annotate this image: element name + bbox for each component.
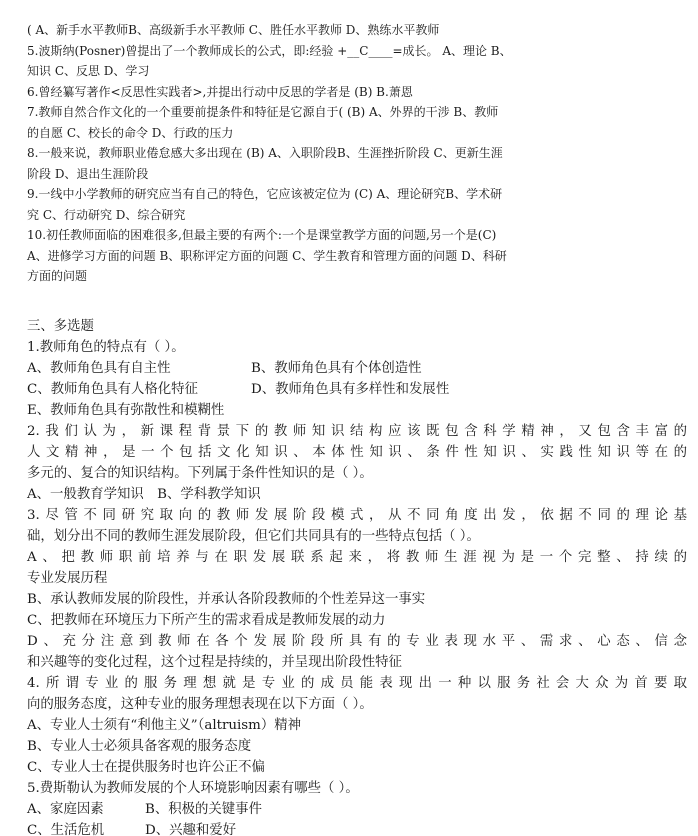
text-line: 9.一线中小学教师的研究应当有自己的特色，它应该被定位为 (C) A、理论研究B、学术研 xyxy=(27,187,503,201)
text-line: 8.一般来说，教师职业倦怠感大多出现在 (B) A、入职阶段B、生涯挫折阶段 C、更新生涯 xyxy=(27,146,503,160)
question-1-options-ab xyxy=(27,358,687,379)
text-line: 7.教师自然合作文化的一个重要前提条件和特征是它源自于( (B) A、外界的干涉 B、教师 xyxy=(27,105,499,119)
text-line: 6.曾经纂写著作<反思性实践者>,并提出行动中反思的学者是 (B) B.萧恩 xyxy=(27,84,413,99)
option-c: C、把教师在环境压力下所产生的需求看成是教师发展的动力 xyxy=(27,613,386,628)
option-a: A、把教师职前培养与在职发展联系起来，将教师生涯视为是一个完整、持续的 xyxy=(27,550,687,565)
question-1-stem: 1.教师角色的特点有（ ）。 xyxy=(27,340,185,355)
question-5-stem: 5.费斯勒认为教师发展的个人环境影响因素有哪些（ ）。 xyxy=(27,781,359,796)
section-title: 三、多选题 xyxy=(27,319,94,334)
question-5-options-cd xyxy=(27,820,687,836)
text-line: 究 C、行动研究 D、综合研究 xyxy=(27,207,186,222)
option-d: D、教师角色具有多样性和发展性 xyxy=(251,382,450,397)
single-choice-continuation xyxy=(27,20,687,287)
option-a: A、专业人士须有“利他主义”（altruism）精神 xyxy=(27,718,302,733)
text-line: 阶段 D、退出生涯阶段 xyxy=(27,166,149,181)
question-5-options-ab xyxy=(27,799,687,820)
option-a: A、家庭因素 xyxy=(27,802,104,817)
option-d: D、兴趣和爱好 xyxy=(145,823,237,836)
question-3-stem: 3.尽管不同研究取向的教师发展阶段模式，从不同角度出发，依据不同的理论基 xyxy=(27,508,687,523)
text-line: 5.波斯纳(Posner)曾提出了一个教师成长的公式，即:经验 +__C____=成长。 A、理论 B、 xyxy=(27,43,512,58)
text-line: 的自愿 C、校长的命令 D、行政的压力 xyxy=(27,125,234,140)
question-1-options-cd xyxy=(27,379,687,400)
text-line: 10.初任教师面临的困难很多,但最主要的有两个:一个是课堂教学方面的问题,另一个是(C) xyxy=(27,228,497,242)
question-2-stem: 人文精神，是一个包括文化知识、本体性知识、条件性知识、实践性知识等在的 xyxy=(27,445,687,460)
question-4-stem: 4.所谓专业的服务理想就是专业的成员能表现出一种以服务社会大众为首要取 xyxy=(27,676,687,691)
multiple-choice-section xyxy=(27,316,687,836)
question-2-options: A、一般教育学知识 B、学科教学知识 xyxy=(27,487,261,502)
question-2-stem: 多元的、复合的知识结构。下列属于条件性知识的是（ ）。 xyxy=(27,466,373,481)
question-3-stem: 础，划分出不同的教师生涯发展阶段，但它们共同具有的一些特点包括（ ）。 xyxy=(27,529,480,544)
text-line: 知识 C、反思 D、学习 xyxy=(27,64,150,78)
text-line: A、进修学习方面的问题 B、职称评定方面的问题 C、学生教育和管理方面的问题 D、科研 xyxy=(27,248,507,263)
option-d: D、充分注意到教师在各个发展阶段所具有的专业表现水平、需求、心态、信念 xyxy=(27,634,687,649)
option-c: C、专业人士在提供服务时也许公正不偏 xyxy=(27,760,265,775)
option-e: E、教师角色具有弥散性和模糊性 xyxy=(27,403,225,418)
text-line: ( A、新手水平教师B、高级新手水平教师 C、胜任水平教师 D、熟练水平教师 xyxy=(27,23,440,37)
option-b: B、专业人士必须具备客观的服务态度 xyxy=(27,739,252,754)
text-line: 方面的问题 xyxy=(27,269,88,283)
question-2-stem: 2.我们认为，新课程背景下的教师知识结构应该既包含科学精神，又包含丰富的 xyxy=(27,424,687,439)
option-b: B、积极的关键事件 xyxy=(145,802,262,817)
option-b: B、承认教师发展的阶段性，并承认各阶段教师的个性差异这一事实 xyxy=(27,592,426,607)
question-4-stem: 向的服务态度，这种专业的服务理想表现在以下方面（ ）。 xyxy=(27,697,373,712)
option-c: C、生活危机 xyxy=(27,823,105,836)
option-c: C、教师角色具有人格化特征 xyxy=(27,382,198,397)
option-a: 专业发展历程 xyxy=(27,571,108,586)
option-b: B、教师角色具有个体创造性 xyxy=(251,361,422,376)
option-d: 和兴趣等的变化过程，这个过程是持续的，并呈现出阶段性特征 xyxy=(27,655,402,670)
option-a: A、教师角色具有自主性 xyxy=(27,361,171,376)
